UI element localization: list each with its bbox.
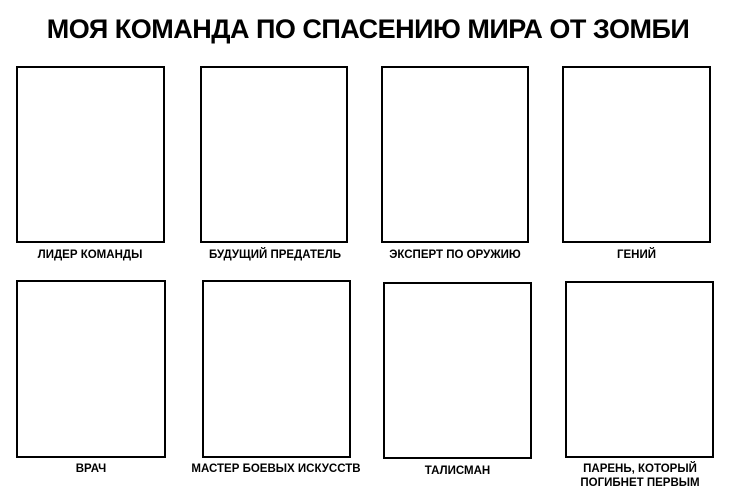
page-title: МОЯ КОМАНДА ПО СПАСЕНИЮ МИРА ОТ ЗОМБИ xyxy=(46,14,690,44)
slot-frame-first-to-die[interactable] xyxy=(565,281,714,458)
slot-caption-genius: ГЕНИЙ xyxy=(616,249,657,261)
slot-frame-team-leader[interactable] xyxy=(16,66,165,243)
slot-caption-first-to-die xyxy=(560,462,720,490)
slot-caption-mascot: ТАЛИСМАН xyxy=(424,465,491,477)
slot-caption-future-traitor: БУДУЩИЙ ПРЕДАТЕЛЬ xyxy=(208,249,342,261)
slot-caption-team-leader: ЛИДЕР КОМАНДЫ xyxy=(37,249,143,261)
slot-caption-first-to-die-line2: ПОГИБНЕТ ПЕРВЫМ xyxy=(580,477,700,489)
slot-frame-martial-arts-master[interactable] xyxy=(202,280,351,458)
slot-frame-mascot[interactable] xyxy=(383,282,532,459)
slot-caption-first-to-die-line1: ПАРЕНЬ, КОТОРЫЙ xyxy=(583,463,697,475)
slot-caption-weapons-expert: ЭКСПЕРТ ПО ОРУЖИЮ xyxy=(389,249,521,261)
slot-frame-genius[interactable] xyxy=(562,66,711,243)
slot-frame-weapons-expert[interactable] xyxy=(381,66,529,243)
slot-caption-doctor: ВРАЧ xyxy=(75,463,107,475)
slot-caption-martial-arts-master: МАСТЕР БОЕВЫХ ИСКУССТВ xyxy=(191,463,361,475)
slot-frame-doctor[interactable] xyxy=(16,280,166,458)
slot-frame-future-traitor[interactable] xyxy=(200,66,348,243)
